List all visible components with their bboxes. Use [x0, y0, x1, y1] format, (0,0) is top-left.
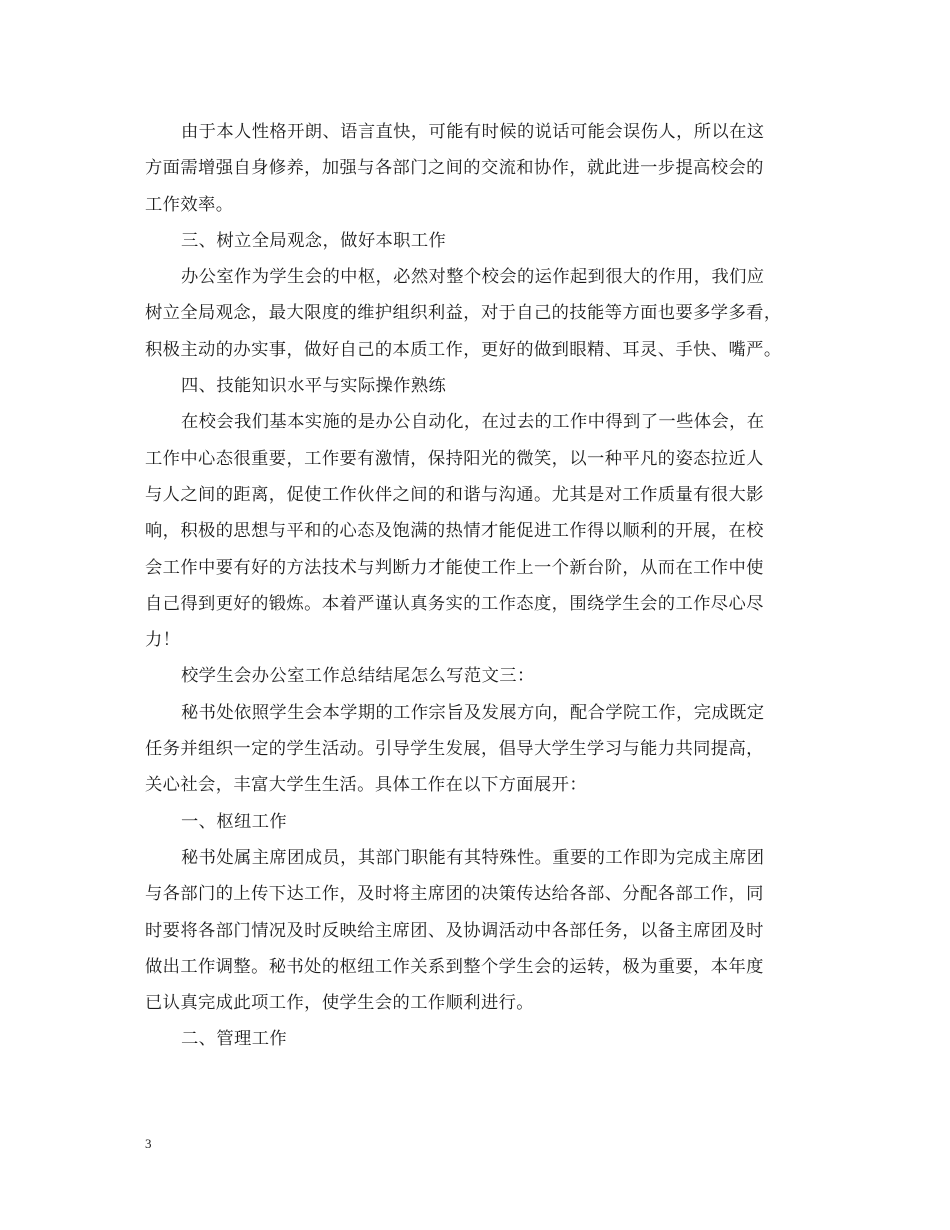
text-line: 响，积极的思想与平和的心态及饱满的热情才能促进工作得以顺利的开展，在校: [145, 521, 764, 542]
text-line: 任务并组织一定的学生活动。引导学生发展，倡导大学生学习与能力共同提高，: [145, 739, 764, 760]
text-line: 由于本人性格开朗、语言直快，可能有时候的说话可能会误伤人，所以在这: [181, 122, 765, 142]
text-line: 方面需增强自身修养，加强与各部门之间的交流和协作，就此进一步提高校会的: [145, 158, 764, 179]
text-line: 秘书处属主席团成员，其部门职能有其特殊性。重要的工作即为完成主席团: [181, 847, 765, 868]
text-line: 力！: [145, 630, 181, 651]
text-line: 办公室作为学生会的中枢，必然对整个校会的运作起到很大的作用，我们应: [181, 267, 765, 288]
text-line: 会工作中要有好的方法技术与判断力才能使工作上一个新台阶，从而在工作中使: [145, 557, 764, 578]
section-heading: 二、管理工作: [181, 1029, 288, 1050]
text-line: 树立全局观念，最大限度的维护组织利益，对于自己的技能等方面也要多学多看，: [145, 303, 782, 324]
text-line: 在校会我们基本实施的是办公自动化，在过去的工作中得到了一些体会，在: [181, 412, 765, 433]
text-line: 时要将各部门情况及时反映给主席团、及协调活动中各部任务，以备主席团及时: [145, 920, 764, 941]
text-line: 自己得到更好的锻炼。本着严谨认真务实的工作态度，围绕学生会的工作尽心尽: [145, 593, 764, 614]
text-line: 积极主动的办实事，做好自己的本质工作，更好的做到眼精、耳灵、手快、嘴严。: [145, 339, 782, 360]
section-heading: 一、枢纽工作: [181, 811, 288, 832]
text-line: 与人之间的距离，促使工作伙伴之间的和谐与沟通。尤其是对工作质量有很大影: [145, 484, 764, 505]
section-heading: 三、树立全局观念，做好本职工作: [181, 230, 447, 251]
article-subtitle: 校学生会办公室工作总结结尾怎么写范文三：: [181, 666, 535, 687]
document-body: [145, 114, 810, 1058]
text-line: 关心社会，丰富大学生生活。具体工作在以下方面展开：: [145, 775, 588, 796]
section-heading: 四、技能知识水平与实际操作熟练: [181, 376, 447, 397]
page-number: 3: [145, 1136, 152, 1151]
text-line: 秘书处依照学生会本学期的工作宗旨及发展方向，配合学院工作，完成既定: [181, 702, 765, 723]
text-line: 做出工作调整。秘书处的枢纽工作关系到整个学生会的运转，极为重要，本年度: [145, 956, 764, 977]
text-line: 已认真完成此项工作，使学生会的工作顺利进行。: [145, 993, 534, 1014]
text-line: 工作中心态很重要，工作要有激情，保持阳光的微笑，以一种平凡的姿态拉近人: [145, 448, 764, 469]
text-line: 工作效率。: [145, 194, 234, 215]
text-line: 与各部门的上传下达工作，及时将主席团的决策传达给各部、分配各部工作，同: [145, 884, 764, 905]
